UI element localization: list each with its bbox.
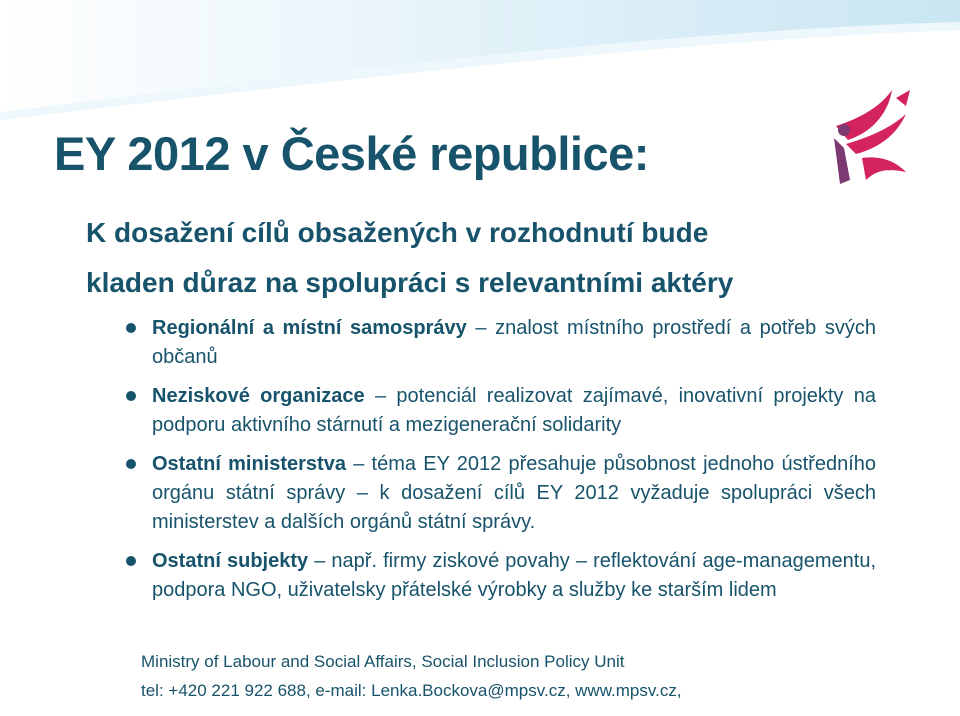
bullet-term: Ostatní ministerstva (152, 453, 346, 475)
bullet-term: Regionální a místní samosprávy (152, 317, 467, 339)
bullet-term: Neziskové organizace (152, 385, 365, 407)
list-item (124, 547, 876, 605)
bullet-text: – potenciál realizovat zajímavé, inovativní projekty na podporu aktivního stárnutí a mezigenerační solidarity (152, 385, 876, 436)
bullet-text: – znalost místního prostředí a potřeb svých občanů (152, 317, 877, 368)
slide-title: EY 2012 v České republice: (54, 127, 649, 180)
bullet-list (124, 314, 876, 615)
bullet-dot-icon (126, 391, 136, 401)
subtitle-line-2: kladen důraz na spolupráci s relevantními aktéry (86, 267, 734, 298)
slide-subtitle (86, 208, 866, 308)
list-item (124, 314, 876, 372)
bullet-dot-icon (126, 556, 136, 566)
bullet-dot-icon (126, 323, 136, 333)
ey2012-logo (826, 84, 922, 192)
list-item (124, 450, 876, 537)
footer-line-1: Ministry of Labour and Social Affairs, Social Inclusion Policy Unit (141, 652, 625, 671)
header-swoosh (0, 0, 960, 140)
footer-line-2: tel: +420 221 922 688, e-mail: Lenka.Bockova@mpsv.cz, www.mpsv.cz, (141, 681, 682, 700)
bullet-text: – téma EY 2012 přesahuje působnost jednoho ústředního orgánu státní správy – k dosažení cílů EY 2012 vyžaduje spolupráci všech ministerstev a dalších orgánů státní správy. (152, 453, 876, 533)
footer (141, 647, 682, 705)
bullet-text: – např. firmy ziskové povahy – reflektování age-managementu, podpora NGO, uživatelsky přátelské výrobky a služby ke starším lidem (152, 550, 876, 601)
bullet-dot-icon (126, 459, 136, 469)
subtitle-line-1: K dosažení cílů obsažených v rozhodnutí bude (86, 217, 709, 248)
list-item (124, 382, 876, 440)
bullet-term: Ostatní subjekty (152, 550, 309, 572)
